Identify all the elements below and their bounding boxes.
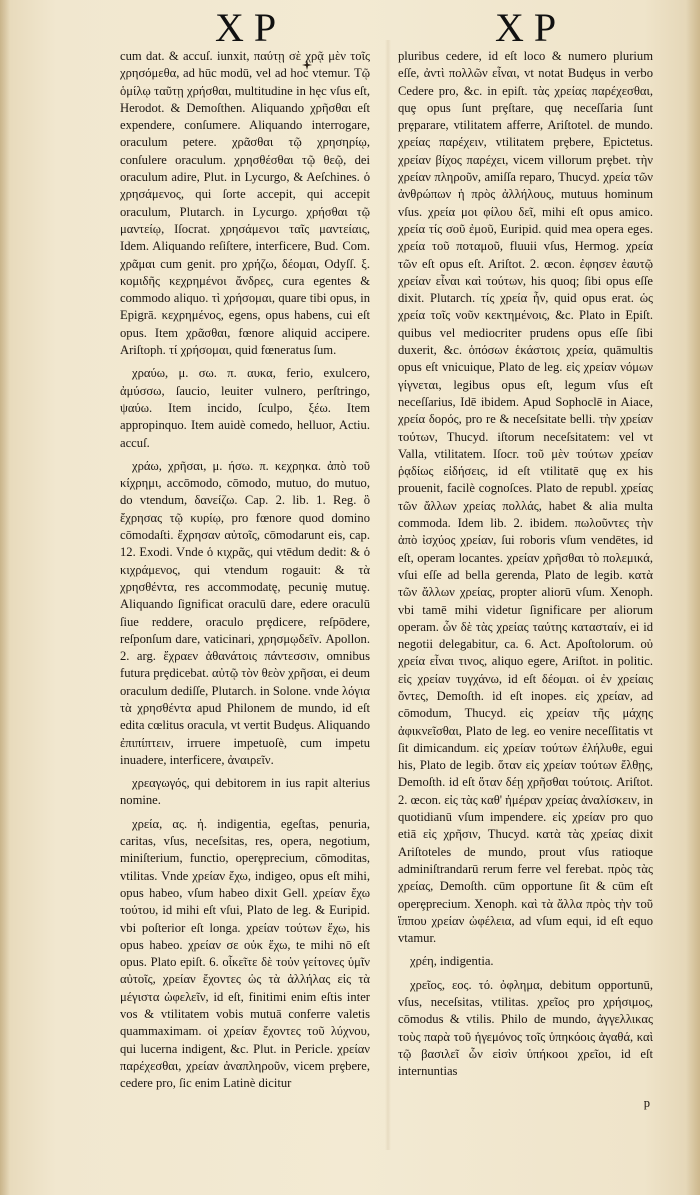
entry-paragraph: χρεαγωγός, qui debitorem in ius rapit alterius nomine. [120, 776, 370, 808]
entry-paragraph: χραύω, μ. σω. π. αυκα, ferio, exulcero, ἀμύσσω, ſaucio, leuiter vulnero, perſtringo, ψαύω. Item incido, ſculpo, ξέω. Item appropinquo. Item auidè comedo, helluor, Actiu. accuſ. [120, 366, 370, 450]
page-edge-left [0, 0, 10, 1195]
entry-paragraph: χρεία, ας. ἡ. indigentia, egeſtas, penuria, caritas, vſus, neceſsitas, res, opera, negotium, miniſterium, functio, operȩprecium, cōmoditas, vtilitas. Vnde χρείαν ἔχω, indigeo, opus eſt mihi, opus habeo, vſum habeo dixit Gell. χρείαν ἔχω τούτου, id mihi eſt vſui, Plato de leg. & Euripid. vbi poſterior eſt longa. χρείαν τούτων ἔχω, his opus habeo. χρείαν σε οὐκ ἔχω, te mihi nō eſt opus. Plato epiſt. 6. οἷκεῖτε δὲ τοὐν γείτονες ὑμῖν αὐτοῖς, χρείαν ἔχοντες ὡς τὰ ἀλλήλας εἰς τὰ μέγιστα ὠφελεῖν, id eſt, finitimi enim eſtis inter vos & vtilitatem vobis mutuā conferre valetis quammaximam. οἱ χρείαν ἔχοντες τοῦ λύχνου, qui lucerna indigent, &c. Plut. in Pericle. χρείαν παρέχεσθαι, χρείαν ἀναπληροῦν, vicem prȩbere, cedere pro, ſic enim Latinè dicitur [120, 816, 370, 1091]
column-gutter [385, 40, 391, 1150]
running-head-left: XP [215, 5, 287, 50]
catchword: p [643, 1096, 650, 1110]
page-edge-right [686, 0, 700, 1195]
entry-paragraph: χρεῖος, εος. τό. ὀφλημα, debitum opportunū, vſus, neceſsitas, vtilitas. χρεῖος pro χρήσιμος, cōmodus & vtilis. Philo de mundo, ἀγγελλικας τοὺς παρὰ τοῦ ἡγεμόνος τοῖς ὑπηκόοις ἀγαθά, καὶ τῷ βασιλεῖ ὧν εἰσὶν ὑπήκοοι χρεῖοι, id eſt internuntias [398, 977, 653, 1079]
entry-paragraph: χρέη, indigentia. [410, 954, 494, 969]
entry-paragraph: cum dat. & accuſ. iunxit, παύτῃ σὲ χρᾷ μὲν τοῖς χρησόμεθα, ad hūc modū, vel ad hoc vtemur. Τῷ ὁμίλῳ ταῦτῃ χρήσθαι, multitudine in hęc vſus eſt, Herodot. & Demoſthen. Aliquando χρῆσθαι eſt expendere, conſumere. Aliquando interrogare, oraculum petere. χρᾶσθαι τῷ χρησηρίῳ, conſulere oraculum. χρησθέσθαι τῷ θεῷ, dei oraculum adire, Plut. in Lycurgo, & Aeſchines. ὁ χρησάμενος, qui ſorte accepit, qui accepit oraculum, Plutarch. in Lycurgo. χρήσθαι τῷ μαντείῳ, Iſocrat. χρησάμενοι ταῖς μαντείαις, Idem. Aliquando reſiſtere, interficere, Bud. Com. χρᾶμαι cum genit. pro χρήζω, δέομαι, Odyſſ. ξ. κομιδῆς κεχρημένοι ἄνδρες, cura egentes & commodo aliquo. τὶ χρήσομαι, quare tibi opus, in Epigrā. κεχρημένος, egens, opus habens, cui eſt opus. Item χρᾶσθαι, fœnore aliquid accipere. Ariſtoph. τί χρήσομαι, quid fœneratus ſum. [120, 49, 370, 358]
entry-paragraph: χράω, χρῆσαι, μ. ήσω. π. κεχρηκα. ἀπὸ τοῦ κίχρημι, accōmodo, cōmodo, mutuo, do mutuo, do vtendum, δανείζω. Cap. 2. lib. 1. Reg. ὃ ἔχρησας τῷ κυρίῳ, pro fœnore quod domino cōmodaſti. ἔχρησαν αὐτοῖς, cōmodarunt eis, cap. 12. Exodi. Vnde ὁ κιχρᾶς, qui vtēdum dedit: & ὁ κιχράμενος, qui vtendum rogauit: & τὰ χρησθέντα, res accommodatę, pecuniȩ mutuȩ. Aliquando ſignificat oraculū dare, edere oraculū ſiue reddere, oraculo prȩdicere, reſpōdere, reſponſum dare, vaticinari, χρησμῳδεῖν. Apollon. 2. arg. ἔχραεν ἀθανάτοις πάντεσσιν, omnibus futura prȩdicebat. αὐτῷ τὸν θεὸν χρῆσαι, ei deum oraculum dediſſe, Plutarch. in Solone. vnde λόγια τὰ χρησθέντα apud Philonem de mundo, id eſt edita cœlitus oracula, vt vertit Budȩus. Aliquando ἐπιπίπτειν, irruere impetuoſè, cum impetu inuadere, interficere, ἀναιρεῖν. [120, 458, 370, 767]
right-column [398, 48, 653, 1087]
left-column [120, 48, 370, 1099]
entry-paragraph: pluribus cedere, id eſt loco & numero plurium eſſe, ἀντὶ πολλῶν εἶναι, vt notat Budȩus in verbo Cedere pro, &c. in epiſt. τὰς χρείας παρέχεσθαι, quȩ opus ſunt prȩſtare, quȩ neceſſaria ſunt prȩparare, vtilitatem afferre, Ariſtotel. de mundo. χρείας παρέχειν, vtilitatem prȩbere, Epictetus. χρείαν βίχος παρέχει, vicem villorum prȩbet. τὴν χρείαν πληροῦν, amiſſa reparo, Thucyd. χρεία τῶν ἀνθρώπων ἡ πρὸς ἀλλήλους, mutuus hominum vſus. χρεία μοι φίλου δεῖ, mihi eſt opus amico. χρεία τίς σοῦ ἐμοῦ, Euripid. quid mea opera eges. χρεία τοῦ ποταμοῦ, fluuii vſus, Hermog. χρεία τῶν eſt opus eſt. Ariſtot. 2. œcon. ἐφησεν ἑαυτῷ χρείαν εἶναι καὶ τούτων, his quoq; ſibi opus eſſe dixit. Plutarch. τίς χρεία ἦν, quid opus erat. ὡς χρεία τοῖς νοῦν κεκτημένοις, &c. Plato in Epiſt. quibus vel mediocriter prudens opus eſſe ſibi duxerit, &c. ὁπόσων ἑκάστοις χρεία, quāmultis opus eſt vnicuique, Plato de leg. εἰς χρείαν νόμων γίγνεται, legibus opus eſt, legum vſus eſt neceſſarius, Idē ibidem. Apud Sophoclē in Aiace, χρεία δορός, pro re & neceſsitate belli. τὴν χρείαν τούτων, Thucyd. iſtorum neceſsitatem: vel vt Valla, vtilitatem. Iſocr. τοῦ μὲν τούτων χρείαν ῥᾳδίως εἰδήσεις, id eſt vtilitatē quȩ ex his prouenit, facilè cognoſces. Plato de republ. χρείας τῶν ἄλλων χρείας πολλάς, habet & alia multa commoda. Idem lib. 2. ibidem. πωλοῦντες τὴν ἀπὸ ἰσχύος χρείαν, ſui roboris vſum vendētes, id eſt, operam locantes. χρείαν χρῆσθαι τὸ πολεμικά, vſui eſſe ad bella gerenda, Plato de legib. κατὰ τῶν ἄλλων χρείας, propter aliorū vſum. Xenoph. vbi tamē mihi videtur ſignificare per aliorum operam. ὧν δὲ τὰς χρείας ταύτης κατασταίν, ei id negotii delegabitur, ca. 6. Act. Apoſtolorum. οὐ χρεία εἶναι τινος, aliquo egere, Ariſtot. in politic. εἰς χρείαν τυγχάνω, id eſt δέομαι. οἱ ἐν χρείαις ὄντες, Demoſth. id eſt inopes. εἰς χρείαν, ad cōmodum, Thucyd. εἰς χρείαν τῆς μάχης ἀφικνεῖσθαι, Plato de leg. eo venire neceſſitatis vt ſit dimicandum. εἰς χρείαν τούτων ἐλήλυθε, egui his, Plato de legib. ὅταν εἰς χρείαν τούτων ἔλθῃς, Demoſth. id eſt ὅταν δέῃ χρῆσθαι τούτοις. Ariſtot. 2. œcon. εἰς τὰς καθ' ἡμέραν χρείας ἀναλίσκειν, in quotidianū vſum impendere. εἰς χρείαν pro quo etiā εἰς χρῆσιν, Thucyd. κατὰ τὰς χρείας dixit Ariſtoteles de mundo, prout vſus ratioque adminiſtrandarū rerum ferre vel ferebat. πρὸς τὰς χρείας, Demoſth. cūm opportune ſit & cūm eſt operȩprecium. Xenoph. καὶ τὰ ἄλλα πρὸς τὴν τοῦ ἵππου χρείαν ὠφέλεια, ad vſum equi, id eſt equo vtamur. [398, 49, 653, 946]
running-head-right: XP [495, 5, 567, 50]
